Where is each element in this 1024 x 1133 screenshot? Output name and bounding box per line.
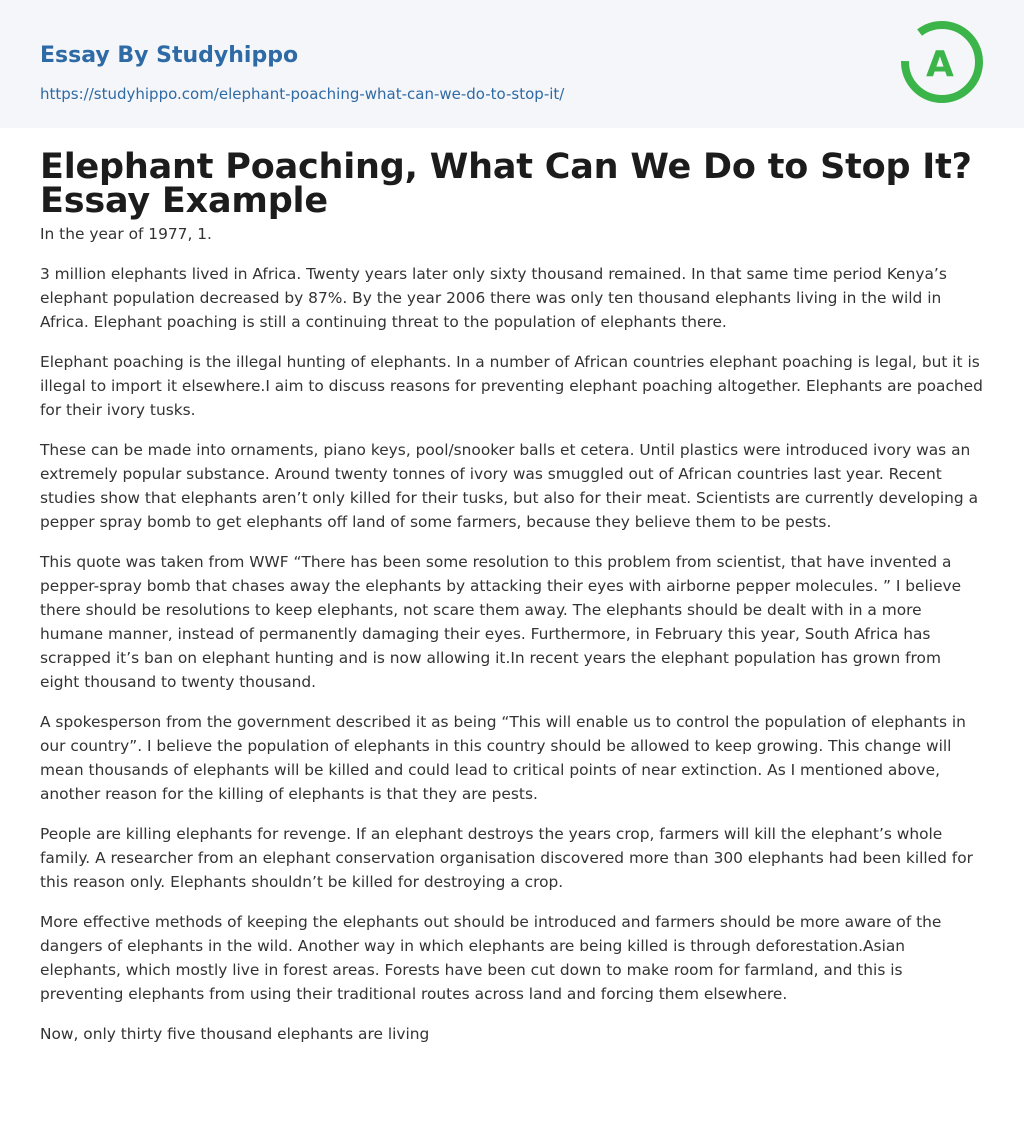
brand-title[interactable]: Essay By Studyhippo [40, 43, 299, 68]
paragraph-9: Now, only thirty five thousand elephants are living [40, 1025, 430, 1043]
paragraph-4: These can be made into ornaments, piano keys, pool/snooker balls et cetera. Until plastics were introduced ivory was an extremely popular substance. Around twenty tonnes of ivory was smuggled out of African countries last year. Recent studies show that elephants aren’t only killed for their tusks, but also for their meat. Scientists are currently developing a pepper spray bomb to get elephants off land of some farmers, because they believe them to be pests. [40, 441, 979, 531]
paragraph-7: People are killing elephants for revenge. If an elephant destroys the years crop, farmers will kill the elephant’s whole family. A researcher from an elephant conservation organisation discovered more than 300 elephants had been killed for this reason only. Elephants shouldn’t be killed for destroying a crop. [40, 825, 973, 891]
paragraph-3: Elephant poaching is the illegal hunting of elephants. In a number of African countries elephant poaching is legal, but it is illegal to import it elsewhere.I aim to discuss reasons for preventing elephant poaching altogether. Elephants are poached for their ivory tusks. [40, 353, 983, 419]
paragraph-1: In the year of 1977, 1. [40, 225, 212, 243]
page-title: Elephant Poaching, What Can We Do to Stop It? Essay Example [40, 147, 972, 221]
logo-letter: A [926, 44, 954, 85]
article-url-link[interactable]: https://studyhippo.com/elephant-poaching-what-can-we-do-to-stop-it/ [40, 85, 565, 103]
paragraph-8: More effective methods of keeping the elephants out should be introduced and farmers should be more aware of the dangers of elephants in the wild. Another way in which elephants are being killed is through deforestation.Asian elephants, which mostly live in forest areas. Forests have been cut down to make room for farmland, and this is preventing elephants from using their traditional routes across land and forcing them elsewhere. [40, 913, 942, 1003]
studyhippo-logo-icon[interactable] [900, 20, 984, 104]
paragraph-2: 3 million elephants lived in Africa. Twenty years later only sixty thousand remained. In that same time period Kenya’s elephant population decreased by 87%. By the year 2006 there was only ten thousand elephants living in the wild in Africa. Elephant poaching is still a continuing threat to the population of elephants there. [40, 265, 947, 331]
paragraph-6: A spokesperson from the government described it as being “This will enable us to control the population of elephants in our country”. I believe the population of elephants in this country should be allowed to keep growing. This change will mean thousands of elephants will be killed and could lead to critical points of near extinction. As I mentioned above, another reason for the killing of elephants is that they are pests. [40, 713, 966, 803]
site-header [0, 0, 1024, 128]
paragraph-5: This quote was taken from WWF “There has been some resolution to this problem from scientist, that have invented a pepper-spray bomb that chases away the elephants by attacking their eyes with airborne pepper molecules. ” I believe there should be resolutions to keep elephants, not scare them away. The elephants should be dealt with in a more humane manner, instead of permanently damaging their eyes. Furthermore, in February this year, South Africa has scrapped it’s ban on elephant hunting and is now allowing it.In recent years the elephant population has grown from eight thousand to twenty thousand. [40, 553, 962, 691]
article-body [0, 128, 1024, 1046]
